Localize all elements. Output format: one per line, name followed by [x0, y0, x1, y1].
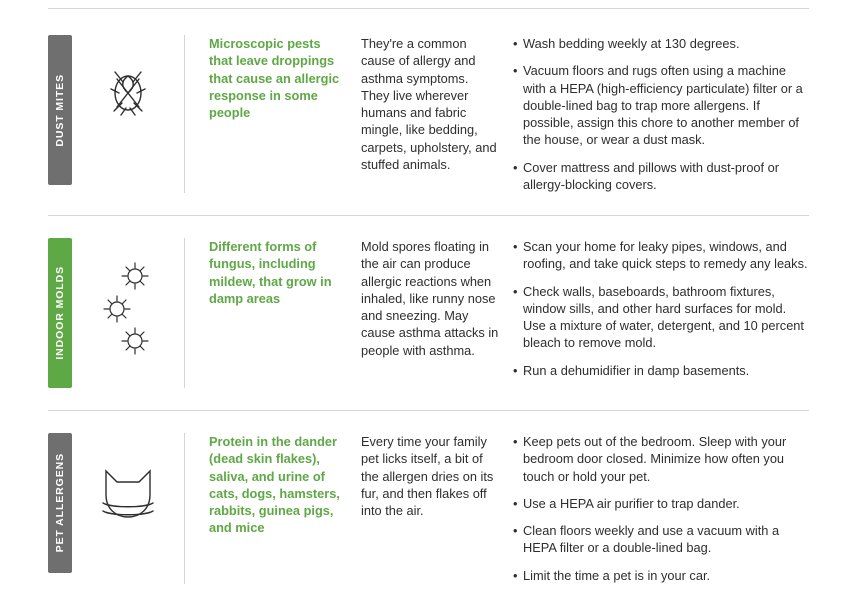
bullet-glyph: •: [513, 283, 518, 299]
table-row: [48, 9, 809, 215]
allergen-summary: Microscopic pests that leave droppings that cause an allergic response in some people: [209, 36, 340, 121]
row-tab-indoor-molds: [48, 238, 72, 388]
bullet-glyph: •: [513, 434, 518, 450]
bullet-glyph: •: [513, 523, 518, 539]
list-item: [513, 159, 809, 194]
tip-text: Scan your home for leaky pipes, windows, and roofing, and take quick steps to remedy any leaks.: [523, 239, 808, 272]
list-item: [513, 433, 809, 485]
row-tab-label: INDOOR MOLDS: [53, 266, 66, 360]
cat-face-icon: [93, 451, 163, 531]
tip-text: Run a dehumidifier in damp basements.: [523, 362, 750, 378]
icon-cell: [72, 238, 184, 366]
dust-mite-icon: [97, 53, 159, 129]
list-item: [513, 238, 809, 273]
row-tab-label: PET ALLERGENS: [53, 453, 66, 553]
bullet-glyph: •: [513, 362, 518, 378]
list-item: [513, 362, 809, 379]
tip-text: Limit the time a pet is in your car.: [523, 567, 711, 583]
allergen-summary: Different forms of fungus, including mildew, that grow in damp areas: [209, 239, 332, 306]
tip-text: Use a HEPA air purifier to trap dander.: [523, 495, 740, 511]
tip-text: Clean floors weekly and use a vacuum with a HEPA filter or a double-lined bag.: [523, 523, 780, 556]
column-separator: [184, 433, 185, 584]
table-row: [48, 216, 809, 410]
tip-text: Cover mattress and pillows with dust-proof or allergy-blocking covers.: [523, 159, 780, 192]
allergen-detail: Mold spores floating in the air can produce allergic reactions when inhaled, like runny nose and sneezing. May cause asthma attacks in people with asthma.: [361, 239, 499, 358]
allergen-tips: [513, 238, 809, 379]
bullet-glyph: •: [513, 36, 518, 51]
bullet-glyph: •: [513, 567, 518, 583]
mold-spores-icon: [97, 256, 159, 366]
allergen-detail: They're a common cause of allergy and asthma symptoms. They live wherever humans and fabric mingle, like bedding, carpets, upholstery, and stuffed animals.: [361, 36, 497, 172]
allergen-tips: [513, 35, 809, 193]
column-separator: [184, 238, 185, 388]
row-tab-dust-mites: [48, 35, 72, 185]
row-tab-label: DUST MITES: [53, 73, 66, 147]
column-separator: [184, 35, 185, 193]
list-item: [513, 62, 809, 148]
row-tab-pet-allergens: [48, 433, 72, 573]
list-item: [513, 35, 809, 52]
bullet-glyph: •: [513, 495, 518, 511]
table-row: [48, 411, 809, 598]
list-item: [513, 522, 809, 557]
tip-text: Check walls, baseboards, bathroom fixtures, window sills, and other hard surfaces for mold. Use a mixture of water, detergent, and 10 percent bleach to remove mold.: [523, 283, 804, 351]
bullet-glyph: •: [513, 239, 518, 255]
allergen-reference-table: [0, 8, 857, 583]
bullet-glyph: •: [513, 63, 518, 79]
tip-text: Wash bedding weekly at 130 degrees.: [523, 36, 740, 51]
list-item: [513, 495, 809, 512]
icon-cell: [72, 433, 184, 531]
list-item: [513, 283, 809, 352]
allergen-tips: [513, 433, 809, 584]
list-item: [513, 567, 809, 584]
tip-text: Keep pets out of the bedroom. Sleep with your bedroom door closed. Minimize how often you touch or hold your pet.: [523, 434, 787, 484]
icon-cell: [72, 35, 184, 129]
tip-text: Vacuum floors and rugs often using a machine with a HEPA (high-efficiency particulate) filter or a double-lined bag to trap more allergens. If possible, assign this chore to another member of the house, or wear a dust mask.: [523, 63, 803, 148]
bullet-glyph: •: [513, 159, 518, 175]
allergen-detail: Every time your family pet licks itself, a bit of the allergen dries on its fur, and then flakes off into the air.: [361, 434, 494, 519]
allergen-summary: Protein in the dander (dead skin flakes), saliva, and urine of cats, dogs, hamsters, rabbits, guinea pigs, and mice: [209, 434, 340, 536]
